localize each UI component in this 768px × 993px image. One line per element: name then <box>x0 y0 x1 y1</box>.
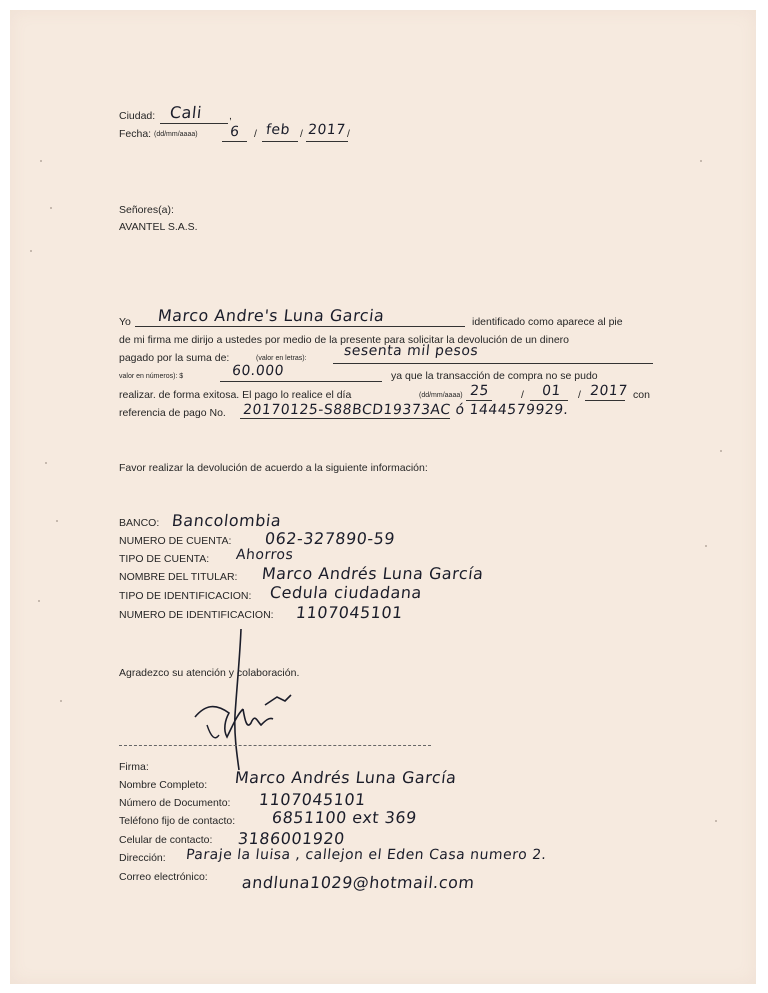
titular-value: Marco Andrés Luna García <box>261 564 485 583</box>
fecha-year: 2017 <box>307 122 347 138</box>
ref-value: 20170125-S88BCD19373AC ó 1444579929. <box>242 402 570 418</box>
documento-value: 1107045101 <box>258 790 367 809</box>
numeros-hint: valor en números): $ <box>119 373 184 380</box>
name-value: Marco Andre's Luna Garcia <box>157 306 386 325</box>
ciudad-comma: , <box>229 110 232 122</box>
ref-label: referencia de pago No. <box>119 407 226 419</box>
tipo-cuenta-value: Ahorros <box>235 547 295 563</box>
numeros-underline <box>220 381 382 382</box>
paper-speck <box>715 820 717 822</box>
fecha-day: 6 <box>229 124 241 140</box>
paper-speck <box>50 207 52 209</box>
nombre-label: Nombre Completo: <box>119 779 208 791</box>
cuenta-label: NUMERO DE CUENTA: <box>119 535 232 547</box>
suma-label: pagado por la suma de: <box>119 352 230 364</box>
numeros-value: 60.000 <box>231 363 285 379</box>
pago-year-underline <box>585 400 625 401</box>
pago-year: 2017 <box>589 383 629 399</box>
paper-speck <box>60 700 62 702</box>
letras-value: sesenta mil pesos <box>343 343 480 359</box>
paper-speck <box>30 250 32 252</box>
pago-month: 01 <box>541 383 562 399</box>
yo-label: Yo <box>119 316 131 328</box>
pago-slash: / <box>521 389 524 401</box>
paper-speck <box>705 545 707 547</box>
paper-speck <box>700 160 702 162</box>
num-id-value: 1107045101 <box>295 603 404 622</box>
paper-speck <box>38 600 40 602</box>
fecha-slash: / <box>347 128 350 140</box>
fecha-month: feb <box>265 122 291 138</box>
fecha-slash: / <box>300 128 303 140</box>
banco-value: Bancolombia <box>171 511 283 530</box>
identificado-text: identificado como aparece al pie <box>472 316 623 328</box>
ciudad-label: Ciudad: <box>119 110 156 122</box>
correo-value: andluna1029@hotmail.com <box>241 873 476 892</box>
senores-label: Señores(a): <box>119 204 174 216</box>
nombre-value: Marco Andrés Luna García <box>234 768 458 787</box>
pago-month-underline <box>530 400 568 401</box>
fecha-day-underline <box>222 141 247 142</box>
letras-hint: (valor en letras): <box>256 355 307 362</box>
tipo-id-value: Cedula ciudadana <box>269 583 423 602</box>
paper-speck <box>40 160 42 162</box>
titular-label: NOMBRE DEL TITULAR: <box>119 571 238 583</box>
direccion-label: Dirección: <box>119 852 166 864</box>
num-id-label: NUMERO DE IDENTIFICACION: <box>119 609 274 621</box>
cuenta-value: 062-327890-59 <box>264 529 397 548</box>
con-text: con <box>633 389 650 401</box>
letras-underline <box>333 363 653 364</box>
fecha-year-underline <box>306 141 348 142</box>
name-underline <box>135 326 465 327</box>
pago-day: 25 <box>469 383 490 399</box>
handwritten-signature <box>185 625 295 775</box>
body-line-2: de mi firma me dirijo a ustedes por medio de la presente para solicitar la devolución de un dinero <box>119 334 569 346</box>
agradezco-text: Agradezco su atención y colaboración. <box>119 667 300 679</box>
paper-speck <box>56 520 58 522</box>
ciudad-underline <box>160 123 228 124</box>
tipo-id-label: TIPO DE IDENTIFICACION: <box>119 590 252 602</box>
fecha-label: Fecha: <box>119 128 152 140</box>
ciudad-value: Cali <box>169 103 203 122</box>
pago-slash: / <box>578 389 581 401</box>
telefono-label: Teléfono fijo de contacto: <box>119 815 236 827</box>
tipo-cuenta-label: TIPO DE CUENTA: <box>119 553 210 565</box>
favor-text: Favor realizar la devolución de acuerdo a la siguiente información: <box>119 462 428 474</box>
documento-label: Número de Documento: <box>119 797 231 809</box>
celular-value: 3186001920 <box>237 829 346 848</box>
pago-day-underline <box>466 400 492 401</box>
correo-label: Correo electrónico: <box>119 871 208 883</box>
pago-date-hint: (dd/mm/aaaa) <box>419 392 463 399</box>
company-name: AVANTEL S.A.S. <box>119 221 198 233</box>
paper-speck <box>720 450 722 452</box>
body-line-5: realizar. de forma exitosa. El pago lo realice el día <box>119 389 352 401</box>
banco-label: BANCO: <box>119 517 160 529</box>
fecha-month-underline <box>262 141 298 142</box>
fecha-format-hint: (dd/mm/aaaa) <box>154 131 198 138</box>
direccion-value: Paraje la luisa , callejon el Eden Casa numero 2. <box>185 847 548 863</box>
firma-label: Firma: <box>119 761 149 773</box>
fecha-slash: / <box>254 128 257 140</box>
telefono-value: 6851100 ext 369 <box>271 808 418 827</box>
transaccion-text: ya que la transacción de compra no se pudo <box>391 370 598 382</box>
signature-line <box>119 745 431 746</box>
celular-label: Celular de contacto: <box>119 834 213 846</box>
ref-underline <box>240 418 450 419</box>
paper-speck <box>45 462 47 464</box>
